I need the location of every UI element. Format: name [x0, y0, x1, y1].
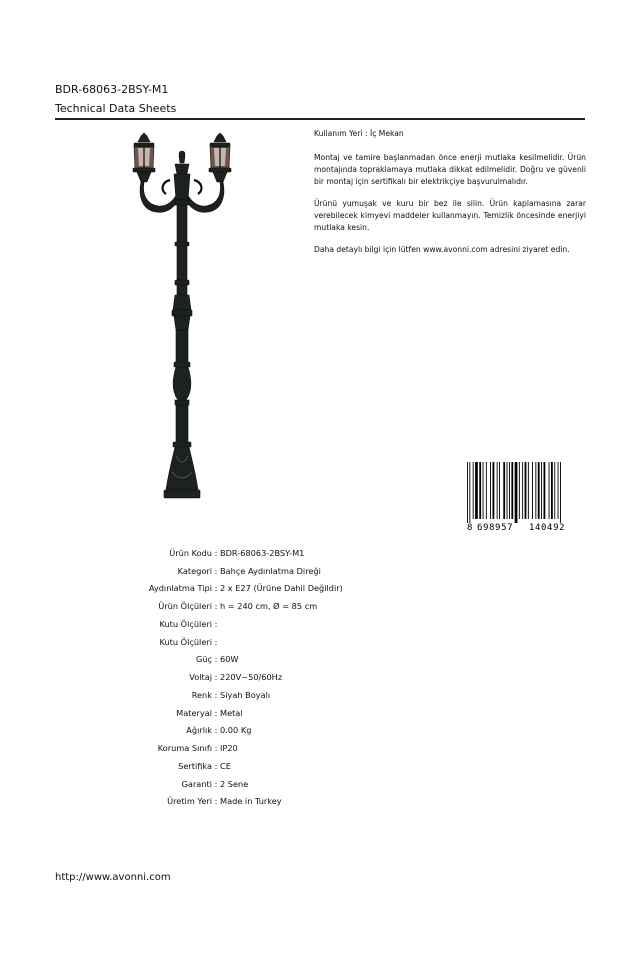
spec-separator: : — [214, 796, 218, 807]
barcode-bar — [483, 462, 484, 519]
header-divider — [55, 118, 585, 120]
barcode-bar — [544, 462, 546, 519]
spec-label: Aydınlatma Tipi — [148, 583, 212, 594]
barcode-bar — [467, 462, 468, 523]
spec-row — [100, 633, 480, 651]
barcode-left-digits: 698957 — [477, 523, 514, 532]
spec-separator: : — [214, 654, 218, 665]
spec-label: Renk — [191, 689, 212, 700]
spec-value: CE — [220, 760, 231, 771]
barcode-bar — [541, 462, 542, 519]
spec-label: Ürün Ölçüleri — [158, 601, 212, 612]
spec-row — [100, 544, 480, 562]
spec-separator: : — [214, 689, 218, 700]
spec-row — [100, 686, 480, 704]
spec-value: 2 Sene — [220, 778, 249, 789]
spec-row — [100, 597, 480, 615]
spec-value: 220V~50/60Hz — [220, 672, 283, 683]
lamp-post-image — [120, 130, 245, 505]
product-barcode — [465, 460, 585, 532]
barcode-bar — [493, 462, 495, 519]
spec-separator: : — [214, 760, 218, 771]
usage-line: Kullanım Yeri : İç Mekan — [314, 129, 404, 138]
spec-separator: : — [214, 636, 218, 647]
barcode-bar — [475, 462, 478, 519]
spec-value: h = 240 cm, Ø = 85 cm — [220, 601, 318, 612]
spec-label: Kutu Ölçüleri — [159, 636, 212, 647]
barcode-bar — [479, 462, 481, 519]
usage-notes — [314, 128, 586, 266]
barcode-bar — [519, 462, 520, 519]
document-subtitle: Technical Data Sheets — [55, 102, 177, 115]
spec-value: Metal — [220, 707, 243, 718]
barcode-bar — [551, 462, 553, 519]
spec-row — [100, 668, 480, 686]
spec-value: BDR-68063-2BSY-M1 — [220, 547, 305, 558]
barcode-bar — [486, 462, 487, 519]
barcode-bar — [469, 462, 470, 523]
spec-value: 2 x E27 (Ürüne Dahil Değildir) — [220, 583, 343, 594]
barcode-bar — [499, 462, 500, 519]
barcode-right-digits: 140492 — [529, 523, 566, 532]
barcode-bar — [515, 462, 518, 523]
barcode-bar — [528, 462, 529, 519]
safety-paragraph: Montaj ve tamire başlanmadan önce enerji mutlaka kesilmelidir. Ürün montajında topraklamaya mutlaka dikkat edilmelidir. Doğru ve güvenli bir montaj için sertifikalı bir elektrikçiye başvurulmalıdır. — [314, 153, 586, 186]
barcode-first-digit: 8 — [467, 523, 473, 532]
spec-label: Kutu Ölçüleri — [159, 618, 212, 629]
barcode-bar — [511, 462, 513, 519]
spec-label: Sertifika — [178, 760, 212, 771]
spec-value: Made in Turkey — [220, 796, 282, 807]
spec-separator: : — [214, 672, 218, 683]
barcode-bar — [509, 462, 510, 519]
spec-separator: : — [214, 583, 218, 594]
spec-label: Koruma Sınıfı — [157, 743, 212, 754]
cleaning-paragraph: Ürünü yumuşak ve kuru bir bez ile silin. Ürün kaplamasına zarar verebilecek kimyevi maddeler kullanmayın. Temizlik öncesinde enerjiyi mutlaka kesin. — [314, 199, 586, 232]
product-code-heading: BDR-68063-2BSY-M1 — [55, 83, 169, 96]
spec-separator: : — [214, 725, 218, 736]
spec-row — [100, 722, 480, 740]
spec-value: 0.00 Kg — [220, 725, 252, 736]
spec-separator: : — [214, 565, 218, 576]
spec-row — [100, 615, 480, 633]
spec-row — [100, 757, 480, 775]
spec-value: 60W — [220, 654, 239, 665]
spec-row — [100, 704, 480, 722]
spec-separator: : — [214, 778, 218, 789]
spec-label: Ağırlık — [186, 725, 212, 736]
spec-row — [100, 651, 480, 669]
barcode-bar — [522, 462, 523, 519]
info-paragraph: Daha detaylı bilgi için lütfen www.avonni.com adresini ziyaret edin. — [314, 245, 570, 254]
spec-row — [100, 562, 480, 580]
barcode-bar — [503, 462, 505, 519]
barcode-bar — [538, 462, 540, 519]
barcode-bar — [554, 462, 555, 519]
usage-value: İç Mekan — [369, 129, 404, 138]
barcode-bar — [507, 462, 508, 519]
spec-label: Üretim Yeri — [167, 796, 212, 807]
barcode-bar — [535, 462, 536, 519]
spec-row — [100, 739, 480, 757]
spec-separator: : — [214, 707, 218, 718]
spec-label: Garanti — [181, 778, 212, 789]
spec-label: Materyal — [176, 707, 212, 718]
spec-separator: : — [214, 601, 218, 612]
spec-value: Siyah Boyalı — [220, 689, 271, 700]
spec-value: Bahçe Aydınlatma Direği — [220, 565, 321, 576]
spec-value: IP20 — [220, 743, 238, 754]
spec-separator: : — [214, 547, 218, 558]
spec-row — [100, 793, 480, 811]
usage-label: Kullanım Yeri — [314, 129, 363, 138]
barcode-bar — [532, 462, 533, 519]
spec-label: Ürün Kodu — [169, 547, 212, 558]
barcode-bar — [473, 462, 474, 519]
barcode-bar — [549, 462, 550, 519]
footer-website-link[interactable]: http://www.avonni.com — [55, 872, 171, 883]
barcode-bar — [497, 462, 498, 519]
spec-row — [100, 580, 480, 598]
spec-separator: : — [214, 743, 218, 754]
barcode-bar — [525, 462, 527, 519]
barcode-bar — [490, 462, 491, 519]
spec-row — [100, 775, 480, 793]
barcode-bar — [560, 462, 561, 523]
spec-separator: : — [214, 618, 218, 629]
barcode-bar — [558, 462, 559, 519]
specifications-table — [100, 544, 480, 810]
spec-label: Güç — [195, 654, 212, 665]
spec-label: Kategori — [177, 565, 212, 576]
spec-label: Voltaj — [189, 672, 212, 683]
